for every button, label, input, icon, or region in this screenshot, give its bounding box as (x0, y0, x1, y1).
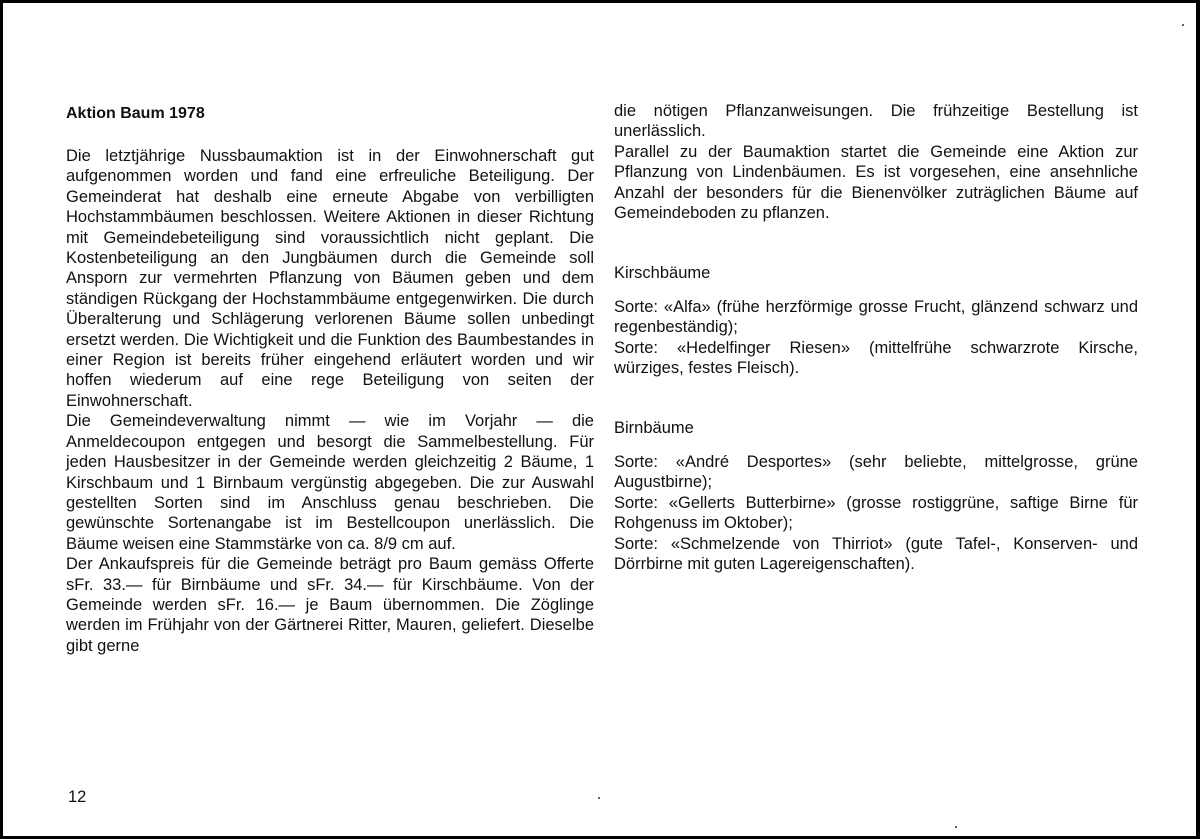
birn-sorte-gellerts: Sorte: «Gellerts Butterbirne» (grosse rostiggrüne, saftige Birne für Rohgenuss im Oktober); (614, 493, 1138, 533)
left-column (66, 104, 594, 656)
kirsch-sorte-hedelfinger: Sorte: «Hedelfinger Riesen» (mittelfrühe schwarzrote Kirsche, würziges, festes Fleisch). (614, 338, 1138, 378)
planting-instructions-paragraph: die nötigen Pflanzanweisungen. Die frühzeitige Bestellung ist unerlässlich. (614, 102, 1138, 141)
scan-speck (955, 826, 957, 828)
price-paragraph: Der Ankaufspreis für die Gemeinde beträgt pro Baum gemäss Offerte sFr. 33.— für Birnbäume und sFr. 34.— für Kirschbäume. Von der Gemeinde werden sFr. 16.— je Baum übernommen. Die Zöglinge werden im Frühjahr von der Gärtnerei Ritter, Mauren, geliefert. Dieselbe gibt gerne (66, 555, 594, 655)
administration-paragraph: Die Gemeindeverwaltung nimmt — wie im Vorjahr — die Anmeldecoupon entgegen und besorgt die Sammelbestellung. Für jeden Hausbesitzer in der Gemeinde werden gleichzeitig 2 Bäume, 1 Kirschbaum und 1 Birnbaum vergünstig abgegeben. Die zur Auswahl gestellten Sorten sind im Anschluss genau beschrieben. Die gewünschte Sortenangabe ist im Bestellcoupon unerlässlich. Die Bäume weisen eine Stammstärke von ca. 8/9 cm auf. (66, 412, 594, 553)
kirsch-heading: Kirschbäume (614, 264, 711, 283)
intro-paragraph: Die letztjährige Nussbaumaktion ist in der Einwohnerschaft gut aufgenommen worden und fand eine erfreuliche Beteiligung. Der Gemeinderat hat deshalb eine erneute Abgabe von verbilligten Hochstammbäumen beschlossen. Weitere Aktionen in dieser Richtung mit Gemeindebeteiligung sind voraussichtlich nicht geplant. Die Kostenbeteiligung an den Jungbäumen durch die Gemeinde soll Ansporn zur vermehrten Pflanzung von Bäumen geben und dem ständigen Rückgang der Hochstammbäume entgegenwirken. Die durch Überalterung und Schlägerung verlorenen Bäume sollen unbedingt ersetzt werden. Die Wichtigkeit und die Funktion des Baumbestandes in einer Region ist bereits früher eingehend erläutert worden und wir hoffen wiederum auf eine rege Beteiligung von seiten der Einwohnerschaft. (66, 147, 594, 410)
page-number: 12 (68, 788, 87, 806)
right-column (614, 101, 1138, 574)
article-title: Aktion Baum 1978 (66, 105, 205, 122)
birn-sorte-andre: Sorte: «André Desportes» (sehr beliebte, mittelgrosse, grüne Augustbirne); (614, 452, 1138, 492)
scan-speck (598, 797, 600, 799)
scan-speck (1182, 24, 1184, 26)
birn-sorte-schmelzende: Sorte: «Schmelzende von Thirriot» (gute Tafel-, Konserven- und Dörrbirne mit guten Lagereigenschaften). (614, 534, 1138, 573)
birn-heading: Birnbäume (614, 419, 694, 438)
kirsch-sorte-alfa: Sorte: «Alfa» (frühe herzförmige grosse Frucht, glänzend schwarz und regenbeständig); (614, 297, 1138, 337)
linden-paragraph: Parallel zu der Baumaktion startet die Gemeinde eine Aktion zur Pflanzung von Lindenbäumen. Es ist vorgesehen, eine ansehnliche Anzahl der besonders für die Bienenvölker zuträglichen Bäume auf Gemeindeboden zu pflanzen. (614, 142, 1138, 223)
